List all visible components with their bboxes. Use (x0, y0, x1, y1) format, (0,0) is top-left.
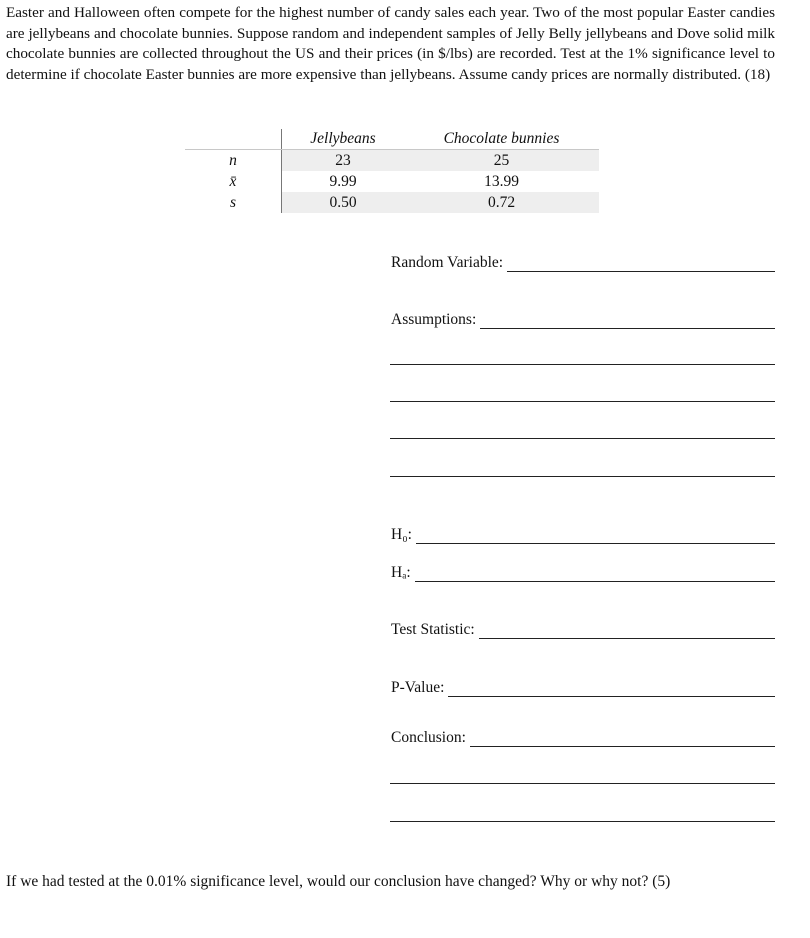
test-statistic-label: Test Statistic: (391, 621, 475, 638)
test-statistic-field (391, 621, 775, 639)
cell-bunnies-mean: 13.99 (484, 173, 519, 190)
p-value-label: P-Value: (391, 679, 445, 696)
assumptions-answer-line-4[interactable] (390, 438, 775, 439)
random-variable-field (391, 254, 775, 272)
random-variable-answer-line[interactable] (507, 255, 775, 272)
assumptions-answer-line-2[interactable] (390, 364, 775, 365)
alt-hypothesis-answer-line[interactable] (415, 565, 775, 582)
table-corner (185, 129, 282, 150)
summary-stats-table (185, 129, 599, 213)
cell-bunnies-s: 0.72 (404, 192, 599, 213)
null-hypothesis-label: H₀: (391, 526, 412, 543)
problem-statement: Easter and Halloween often compete for the highest number of candy sales each year. Two of the most popular Easter candies are jellybeans and chocolate bunnies. Suppose random and independent samples of Jelly Belly jellybeans and Dove solid milk chocolate bunnies are collected throughout the US and their prices (in $/lbs) are recorded. Test at the 1% significance level to determine if chocolate Easter bunnies are more expensive than jellybeans. Assume candy prices are normally distributed. (18) (6, 4, 775, 83)
null-hypothesis-answer-line[interactable] (416, 527, 775, 544)
conclusion-answer-line[interactable] (470, 730, 775, 747)
assumptions-field (391, 311, 775, 329)
row-label-n: n (229, 152, 237, 169)
cell-jellybeans-s: 0.50 (282, 192, 405, 213)
assumptions-answer-line-5[interactable] (390, 476, 775, 477)
p-value-field (391, 679, 775, 697)
random-variable-label: Random Variable: (391, 254, 504, 271)
alt-hypothesis-field (391, 564, 775, 582)
row-label-s: s (229, 194, 237, 211)
conclusion-field (391, 729, 775, 747)
p-value-answer-line[interactable] (448, 680, 775, 697)
test-statistic-answer-line[interactable] (479, 622, 775, 639)
header-jellybeans: Jellybeans (282, 129, 405, 150)
conclusion-answer-line-2[interactable] (390, 783, 775, 784)
header-chocolate-bunnies: Chocolate bunnies (404, 129, 599, 150)
assumptions-answer-line[interactable] (480, 312, 775, 329)
table-row (185, 171, 599, 192)
alt-hypothesis-label: Hₐ: (391, 564, 411, 581)
cell-jellybeans-mean: 9.99 (282, 171, 405, 192)
conclusion-label: Conclusion: (391, 729, 466, 746)
assumptions-answer-line-3[interactable] (390, 401, 775, 402)
null-hypothesis-field (391, 526, 775, 544)
conclusion-answer-line-3[interactable] (390, 821, 775, 822)
cell-jellybeans-n: 23 (282, 150, 405, 172)
table-row (185, 192, 599, 213)
followup-question: If we had tested at the 0.01% significance level, would our conclusion have changed? Why or why not? (5) (6, 873, 671, 890)
table-row (185, 150, 599, 172)
cell-bunnies-n: 25 (404, 150, 599, 172)
assumptions-label: Assumptions: (391, 311, 477, 328)
row-label-mean: x̄ (229, 173, 237, 190)
